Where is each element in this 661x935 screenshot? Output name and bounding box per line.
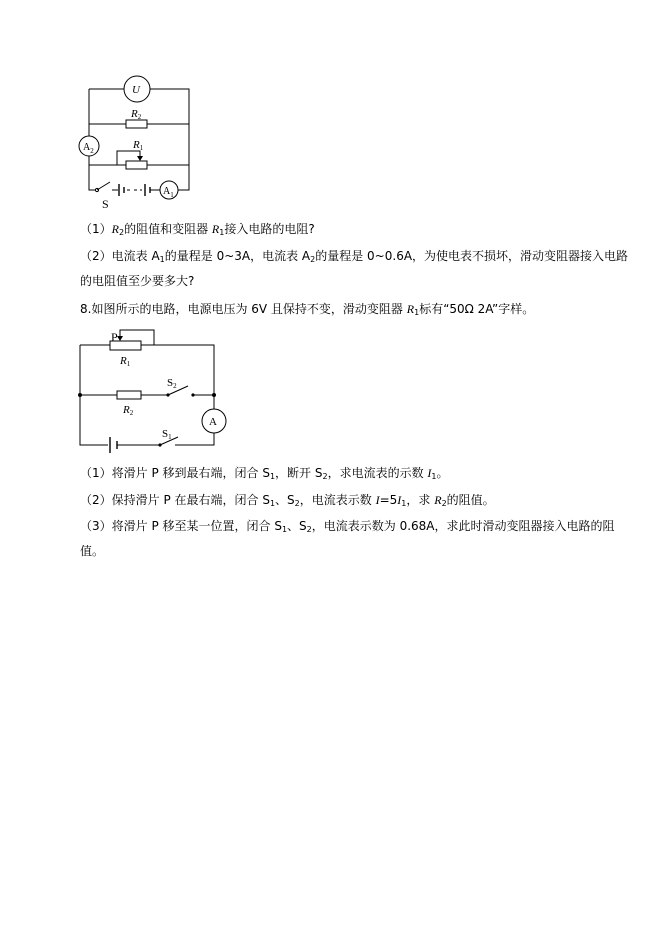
slider-p-label: P	[111, 330, 118, 344]
ammeter-a1-label: $A_1$	[163, 186, 174, 199]
slider-p-arrow	[117, 336, 123, 341]
r1-label: R1	[120, 355, 131, 368]
resistor-r2	[117, 391, 141, 399]
q8-part3: （3）将滑片 P 移至某一位置，闭合 $S_1$、$S_2$，电流表示数为 0.68A，求此时滑动变阻器接入电路的阻	[80, 519, 615, 534]
q7-part1: $(1)R_2$的阻值和变阻器 $R_1$接入电路的电阻?	[80, 222, 315, 237]
ammeter-label: A	[209, 416, 217, 428]
r2-label: R2	[131, 108, 142, 121]
ammeter-a2-label: $A_2$	[83, 142, 94, 155]
r1-label: R1	[133, 139, 144, 152]
q7-part2: （2）电流表 $A_1$的量程是 0~3A，电流表 $A_2$的量程是 0~0.6A，为使电表不损坏，滑动变阻器接入电路	[80, 249, 629, 264]
q8-part2: （2）保持滑片 P 在最右端，闭合 $S_1$、$S_2$，电流表示数 $I=5I_1$，求 $R_2$的阻值。	[80, 493, 495, 508]
s2-label: S2	[167, 377, 177, 390]
q8-part3-line2: 值。	[80, 544, 105, 558]
switch-s-label: S	[102, 197, 109, 211]
voltmeter-label: U	[132, 84, 140, 96]
q8-stem: 8.如图所示的电路，电源电压为 6V 且保持不变，滑动变阻器 $R_1$标有“50Ω 2A”字样。	[80, 302, 535, 317]
battery	[110, 437, 117, 453]
r2-label: R2	[123, 404, 134, 417]
s1-label: S1	[162, 428, 172, 441]
q8-part1: （1）将滑片 P 移到最右端，闭合 $S_1$，断开 $S_2$，求电流表的示数 $I_1$。	[80, 466, 449, 481]
q7-part2-line2: 的电阻值至少要多大?	[80, 274, 195, 288]
